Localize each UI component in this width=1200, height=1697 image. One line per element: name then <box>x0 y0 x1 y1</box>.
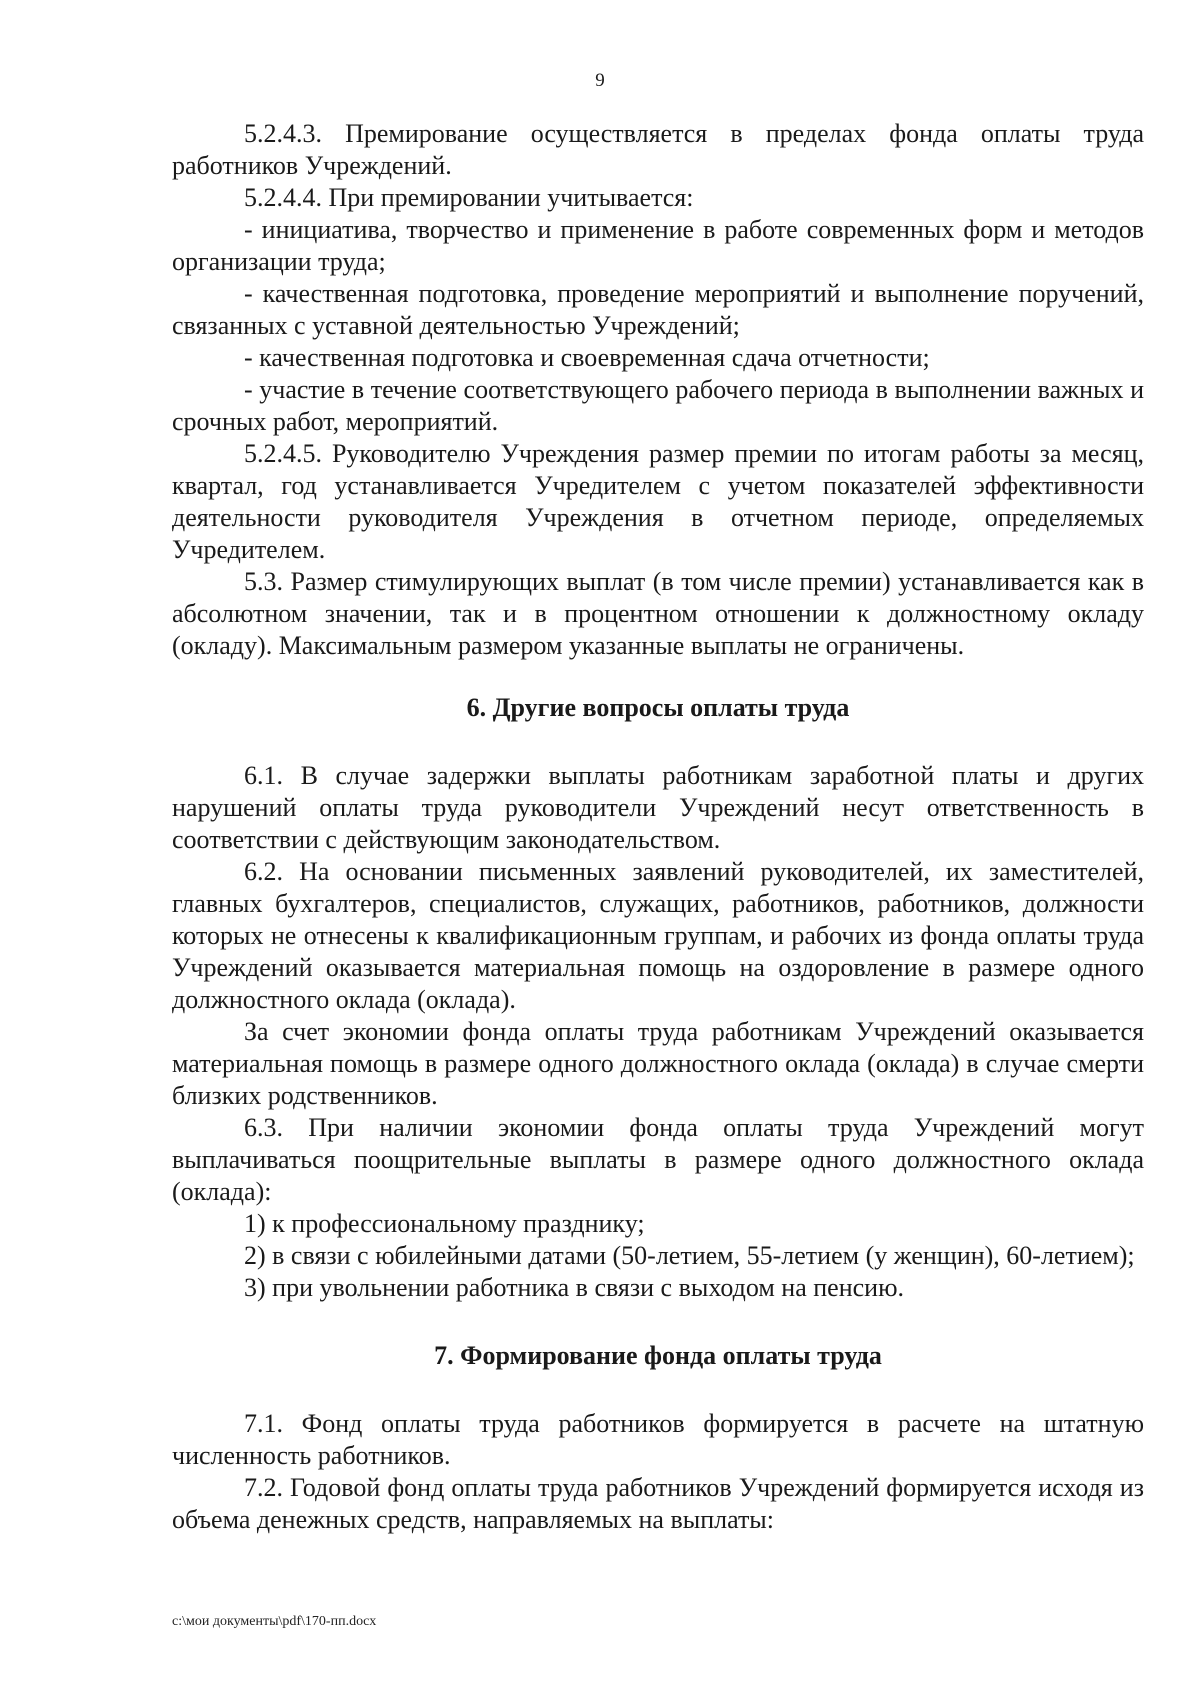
paragraphs-before-section-6 <box>172 118 1144 662</box>
document-body <box>172 118 1144 1536</box>
paragraph: 5.2.4.4. При премировании учитывается: <box>244 183 694 212</box>
section-7-title: 7. Формирование фонда оплаты труда <box>434 1341 882 1370</box>
paragraph: 6.3. При наличии экономии фонда оплаты труда Учреждений могут выплачиваться поощрительные выплаты в размере одного должностного оклада (оклада): <box>172 1113 1144 1206</box>
paragraph: 1) к профессиональному празднику; <box>244 1209 645 1238</box>
paragraph: - участие в течение соответствующего рабочего периода в выполнении важных и срочных работ, мероприятий. <box>172 375 1144 436</box>
paragraph: 3) при увольнении работника в связи с выходом на пенсию. <box>244 1273 904 1302</box>
paragraph: 7.2. Годовой фонд оплаты труда работников Учреждений формируется исходя из объема денежных средств, направляемых на выплаты: <box>172 1473 1144 1534</box>
paragraph: 2) в связи с юбилейными датами (50-летием, 55-летием (у женщин), 60-летием); <box>244 1241 1135 1270</box>
paragraph: 5.2.4.5. Руководителю Учреждения размер премии по итогам работы за месяц, квартал, год устанавливается Учредителем с учетом показателей эффективности деятельности руководителя Учреждения в отчетном периоде, определяемых Учредителем. <box>172 439 1144 564</box>
paragraph: - качественная подготовка и своевременная сдача отчетности; <box>244 343 930 372</box>
section-6-paragraphs <box>172 760 1144 1304</box>
paragraph: За счет экономии фонда оплаты труда работникам Учреждений оказывается материальная помощь в размере одного должностного оклада (оклада) в случае смерти близких родственников. <box>172 1017 1144 1110</box>
footer-file-path: c:\мои документы\pdf\170-пп.docx <box>172 1614 377 1629</box>
paragraph: 6.1. В случае задержки выплаты работникам заработной платы и других нарушений оплаты труда руководители Учреждений несут ответственность в соответствии с действующим законодательством. <box>172 761 1144 854</box>
paragraph: - инициатива, творчество и применение в работе современных форм и методов организации труда; <box>172 215 1144 276</box>
paragraph: 6.2. На основании письменных заявлений руководителей, их заместителей, главных бухгалтеров, специалистов, служащих, работников, работников, должности которых не отнесены к квалификационным группам, и рабочих из фонда оплаты труда Учреждений оказывается материальная помощь на оздоровление в размере одного должностного оклада (оклада). <box>172 857 1144 1014</box>
paragraph: 5.2.4.3. Премирование осуществляется в пределах фонда оплаты труда работников Учреждений. <box>172 119 1144 180</box>
paragraph: 5.3. Размер стимулирующих выплат (в том числе премии) устанавливается как в абсолютном значении, так и в процентном отношении к должностному окладу (окладу). Максимальным размером указанные выплаты не ограничены. <box>172 567 1144 660</box>
paragraph: 7.1. Фонд оплаты труда работников формируется в расчете на штатную численность работников. <box>172 1409 1144 1470</box>
page-number: 9 <box>595 70 605 91</box>
paragraph: - качественная подготовка, проведение мероприятий и выполнение поручений, связанных с уставной деятельностью Учреждений; <box>172 279 1144 340</box>
section-7-paragraphs <box>172 1408 1144 1536</box>
section-6-title: 6. Другие вопросы оплаты труда <box>466 693 850 722</box>
